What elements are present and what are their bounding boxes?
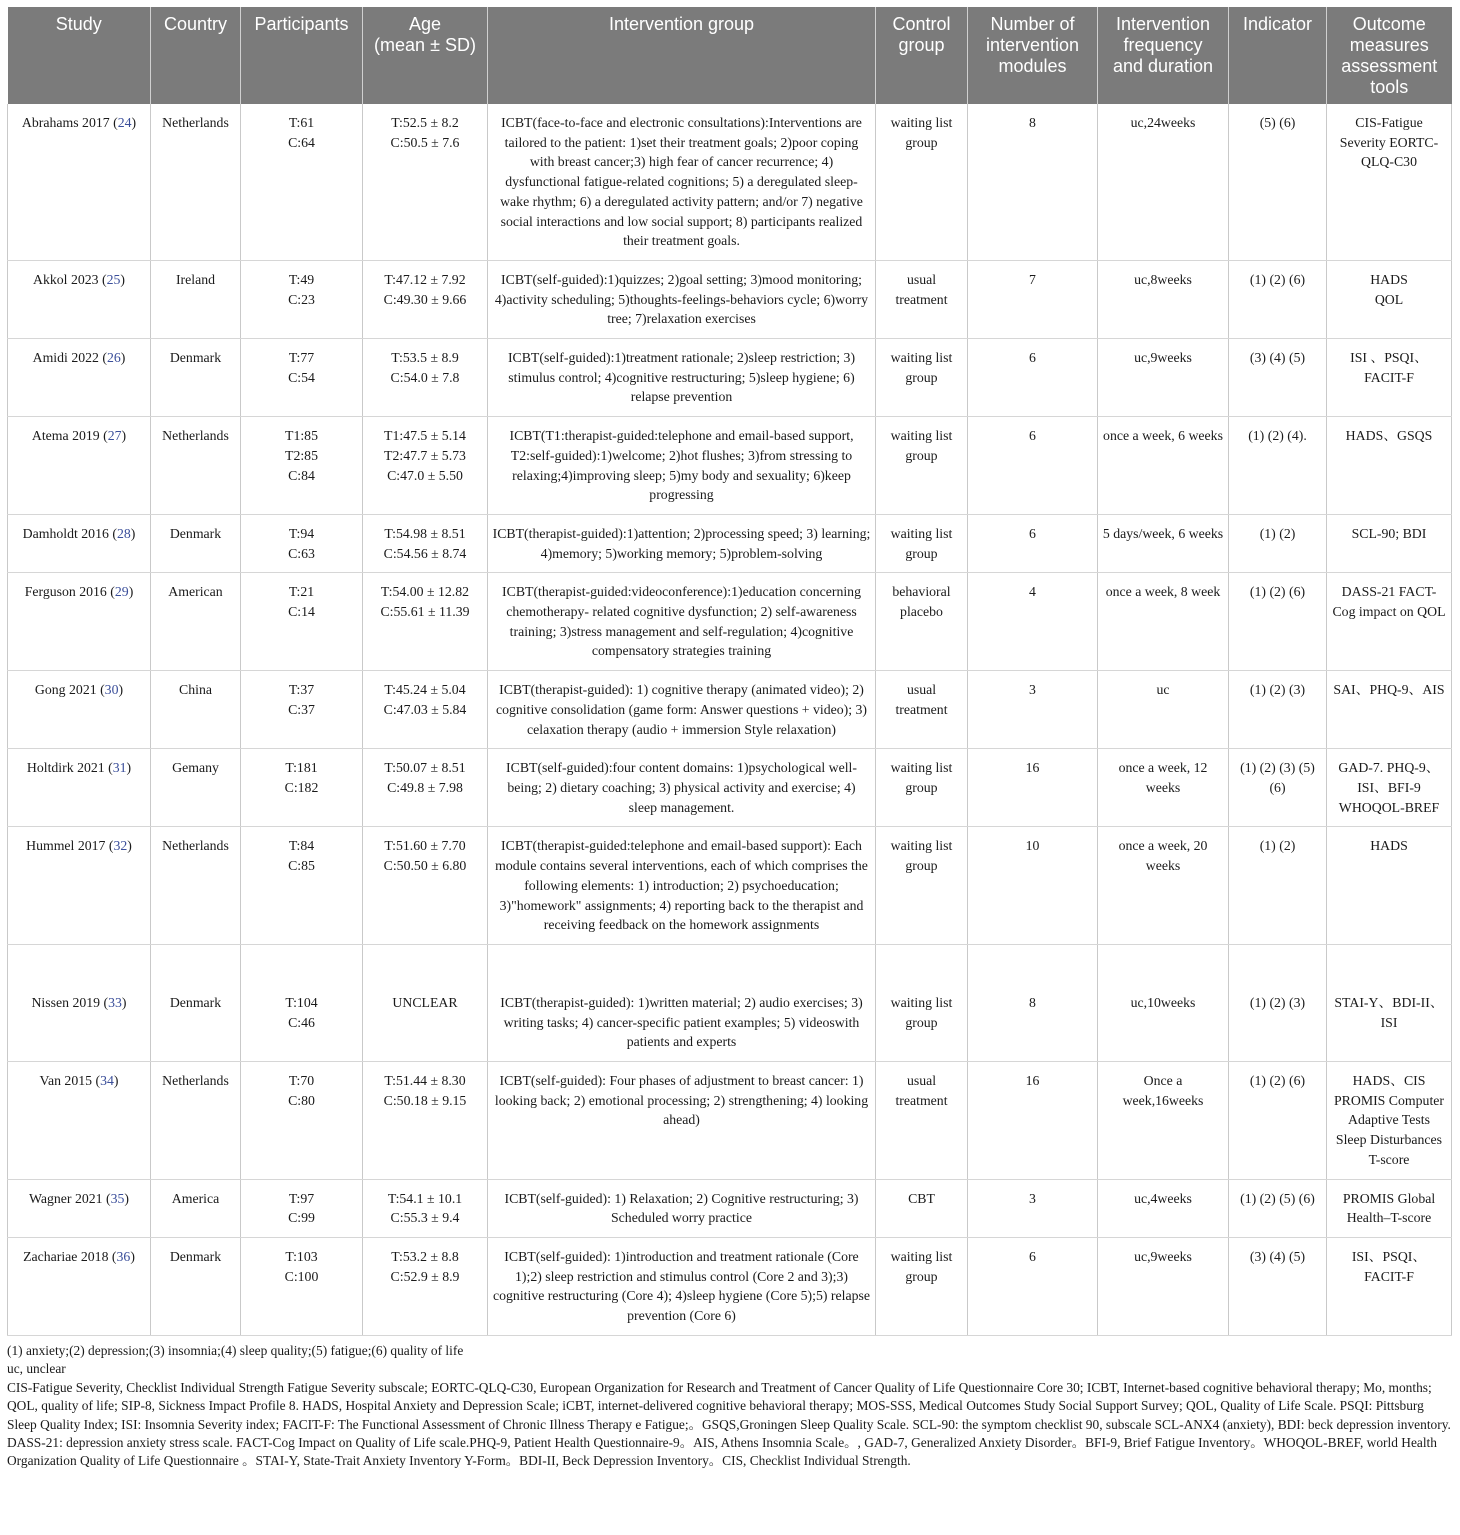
age-cell: T:52.5 ± 8.2 C:50.5 ± 7.6 (363, 104, 488, 260)
participants-cell: T:181 C:182 (241, 749, 363, 827)
table-body (8, 104, 1452, 1335)
indicator-cell: (1) (2) (6) (1229, 573, 1327, 671)
table-row (8, 827, 1452, 945)
column-header-control-group: Control group (876, 7, 968, 104)
reference-link[interactable]: 30 (104, 682, 119, 698)
column-header-age: Age (mean ± SD) (363, 7, 488, 104)
indicator-cell: (1) (2) (5) (6) (1229, 1179, 1327, 1237)
age-cell: T:45.24 ± 5.04 C:47.03 ± 5.84 (363, 671, 488, 749)
reference-link[interactable]: 34 (100, 1073, 114, 1089)
participants-cell: T:104 C:46 (241, 944, 363, 1061)
country-cell: American (151, 573, 241, 671)
modules-count-cell: 8 (968, 104, 1098, 260)
table-row (8, 944, 1452, 1061)
participants-cell: T:70 C:80 (241, 1062, 363, 1180)
column-header-study: Study (8, 7, 151, 104)
study-cell: Van 2015 (34) (8, 1062, 151, 1180)
indicator-cell: (3) (4) (5) (1229, 1237, 1327, 1335)
column-header-tools: Outcome measures assessment tools (1327, 7, 1452, 104)
column-header-indicator: Indicator (1229, 7, 1327, 104)
country-cell: China (151, 671, 241, 749)
modules-count-cell: 16 (968, 749, 1098, 827)
country-cell: Netherlands (151, 1062, 241, 1180)
frequency-cell: uc,8weeks (1098, 260, 1229, 338)
modules-count-cell: 3 (968, 671, 1098, 749)
country-cell: Denmark (151, 944, 241, 1061)
study-cell: Damholdt 2016 (28) (8, 514, 151, 572)
table-row (8, 339, 1452, 417)
indicator-cell: (1) (2) (3) (1229, 944, 1327, 1061)
frequency-cell: 5 days/week, 6 weeks (1098, 514, 1229, 572)
table-row (8, 104, 1452, 260)
assessment-tools-cell: HADS、GSQS (1327, 417, 1452, 515)
table-row (8, 1237, 1452, 1335)
reference-link[interactable]: 24 (117, 115, 132, 130)
participants-cell: T:61 C:64 (241, 104, 363, 260)
reference-link[interactable]: 27 (107, 428, 122, 444)
participants-cell: T:37 C:37 (241, 671, 363, 749)
frequency-cell: once a week, 12 weeks (1098, 749, 1229, 827)
study-name: Wagner 2021 (28, 1190, 103, 1206)
control-group-cell: usual treatment (876, 260, 968, 338)
indicator-cell: (3) (4) (5) (1229, 339, 1327, 417)
reference-link[interactable]: 29 (114, 584, 129, 600)
intervention-cell: ICBT(self-guided):1)quizzes; 2)goal setting; 3)mood monitoring; 4)activity scheduling; 5)thoughts-feelings-behaviors cycle; 6)worry tree; 7)relaxation exercises (488, 260, 876, 338)
study-name: Akkol 2023 (33, 271, 99, 287)
control-group-cell: waiting list group (876, 417, 968, 515)
study-cell: Amidi 2022 (26) (8, 339, 151, 417)
country-cell: Denmark (151, 1237, 241, 1335)
country-cell: America (151, 1179, 241, 1237)
age-cell: T:54.1 ± 10.1 C:55.3 ± 9.4 (363, 1179, 488, 1237)
footnote-abbreviations: CIS-Fatigue Severity, Checklist Individual Strength Fatigue Severity subscale; EORTC-QLQ-C30, European Organization for Research and Treatment of Cancer Quality of Life Questionnaire Core 30; ICBT, Internet-based cognitive behavioral therapy; Mo, months; QOL, quality of life; SIP-8, Sickness Impact Profile 8. HADS, Hospital Anxiety and Depression Scale; iCBT, internet-delivered cognitive behavioral therapy; MOS-SSS, Medical Outcomes Study Social Support Survey; QOL, Quality of Life Scale. PSQI: Pittsburg Sleep Quality Index; ISI: Insomnia Severity index; FACIT-F: The Functional Assessment of Chronic Illness Therapy e Fatigue;。GSQS,Groningen Sleep Quality Scale. SCL-90: the symptom checklist 90, subscale SCL-ANX4 (anxiety), BDI: beck depression inventory. DASS-21: depression anxiety stress scale. FACT-Cog Impact on Quality of Life scale.PHQ-9, Patient Health Questionnaire-9。AIS, Athens Insomnia Scale。, GAD-7, Generalized Anxiety Disorder。BFI-9, Brief Fatigue Inventory。WHOQOL-BREF, world Health Organization Quality of Life Questionnaire 。STAI-Y, State-Trait Anxiety Inventory Y-Form。BDI-II, Beck Depression Inventory。CIS, Checklist Individual Strength. (7, 1379, 1451, 1469)
control-group-cell: usual treatment (876, 671, 968, 749)
assessment-tools-cell: HADS QOL (1327, 260, 1452, 338)
intervention-cell: ICBT(therapist-guided:telephone and email-based support): Each module contains several interventions, each of which comprises the following elements: 1) introduction; 2) psychoeducation; 3)"homework" assignments; 4) reporting back to the therapist and receiving feedback on the homework assignments (488, 827, 876, 945)
study-name: Atema 2019 (31, 428, 100, 444)
assessment-tools-cell: ISI、PSQI、FACIT-F (1327, 1237, 1452, 1335)
footnote-unclear: uc, unclear (7, 1361, 66, 1377)
intervention-cell: ICBT(therapist-guided:videoconference):1)education concerning chemotherapy- related cognitive dysfunction; 2) self-awareness training; 3)stress management and self-regulation; 4)cognitive compensatory strategies training (488, 573, 876, 671)
modules-count-cell: 6 (968, 1237, 1098, 1335)
table-row (8, 671, 1452, 749)
assessment-tools-cell: ISI 、PSQI、FACIT-F (1327, 339, 1452, 417)
table-header-row (8, 7, 1452, 104)
intervention-cell: ICBT(self-guided): 1) Relaxation; 2) Cognitive restructuring; 3) Scheduled worry practice (488, 1179, 876, 1237)
frequency-cell: uc (1098, 671, 1229, 749)
participants-cell: T:77 C:54 (241, 339, 363, 417)
age-cell: T:53.5 ± 8.9 C:54.0 ± 7.8 (363, 339, 488, 417)
modules-count-cell: 6 (968, 514, 1098, 572)
modules-count-cell: 7 (968, 260, 1098, 338)
frequency-cell: uc,10weeks (1098, 944, 1229, 1061)
footnote-indicators: (1) anxiety;(2) depression;(3) insomnia;(4) sleep quality;(5) fatigue;(6) quality of life (7, 1343, 464, 1358)
table-footnotes (7, 1342, 1451, 1471)
country-cell: Denmark (151, 514, 241, 572)
assessment-tools-cell: PROMIS Global Health–T-score (1327, 1179, 1452, 1237)
table-row (8, 1062, 1452, 1180)
reference-link[interactable]: 25 (106, 271, 121, 287)
age-cell: T:51.44 ± 8.30 C:50.18 ± 9.15 (363, 1062, 488, 1180)
frequency-cell: uc,4weeks (1098, 1179, 1229, 1237)
intervention-cell: ICBT(self-guided): 1)introduction and treatment rationale (Core 1);2) sleep restriction and stimulus control (Core 2 and 3);3) cognitive restructuring (Core 4); 4)sleep hygiene (Core 5);5) relapse prevention (Core 6) (488, 1237, 876, 1335)
participants-cell: T:103 C:100 (241, 1237, 363, 1335)
study-name: Abrahams 2017 (21, 115, 110, 130)
study-name: Ferguson 2016 (24, 584, 107, 600)
reference-link[interactable]: 32 (113, 838, 128, 854)
study-characteristics-table (7, 7, 1452, 1336)
frequency-cell: Once a week,16weeks (1098, 1062, 1229, 1180)
indicator-cell: (1) (2) (6) (1229, 1062, 1327, 1180)
study-name: Amidi 2022 (32, 350, 99, 366)
assessment-tools-cell: SAI、PHQ-9、AIS (1327, 671, 1452, 749)
reference-link[interactable]: 31 (112, 760, 127, 776)
intervention-cell: ICBT(T1:therapist-guided:telephone and email-based support, T2:self-guided):1)welcome; 2)hot flushes; 3)from stressing to relaxing;4)improving sleep; 5)my body and sexuality; 6)keep progressing (488, 417, 876, 515)
intervention-cell: ICBT(therapist-guided):1)attention; 2)processing speed; 3) learning; 4)memory; 5)working memory; 5)problem-solving (488, 514, 876, 572)
country-cell: Ireland (151, 260, 241, 338)
table-row (8, 1179, 1452, 1237)
study-name: Van 2015 (39, 1073, 93, 1089)
study-cell: Zachariae 2018 (36) (8, 1237, 151, 1335)
age-cell: T:53.2 ± 8.8 C:52.9 ± 8.9 (363, 1237, 488, 1335)
participants-cell: T:97 C:99 (241, 1179, 363, 1237)
table-row (8, 749, 1452, 827)
control-group-cell: waiting list group (876, 1237, 968, 1335)
indicator-cell: (1) (2) (3) (5) (6) (1229, 749, 1327, 827)
frequency-cell: uc,9weeks (1098, 339, 1229, 417)
age-cell: T:51.60 ± 7.70 C:50.50 ± 6.80 (363, 827, 488, 945)
modules-count-cell: 16 (968, 1062, 1098, 1180)
indicator-cell: (1) (2) (1229, 514, 1327, 572)
control-group-cell: waiting list group (876, 514, 968, 572)
study-cell: Gong 2021 (30) (8, 671, 151, 749)
participants-cell: T:49 C:23 (241, 260, 363, 338)
column-header-intervention-group: Intervention group (488, 7, 876, 104)
modules-count-cell: 6 (968, 417, 1098, 515)
participants-cell: T1:85 T2:85 C:84 (241, 417, 363, 515)
study-cell: Hummel 2017 (32) (8, 827, 151, 945)
table-row (8, 573, 1452, 671)
reference-link[interactable]: 26 (106, 350, 121, 366)
study-name: Gong 2021 (34, 682, 97, 698)
study-name: Nissen 2019 (31, 994, 101, 1010)
frequency-cell: uc,9weeks (1098, 1237, 1229, 1335)
control-group-cell: waiting list group (876, 944, 968, 1061)
study-name: Hummel 2017 (26, 838, 106, 854)
intervention-cell: ICBT(self-guided): Four phases of adjustment to breast cancer: 1) looking back; 2) emotional processing; 2) strengthening; 4) looking ahead) (488, 1062, 876, 1180)
table-row (8, 417, 1452, 515)
control-group-cell: waiting list group (876, 104, 968, 260)
study-cell: Holtdirk 2021 (31) (8, 749, 151, 827)
assessment-tools-cell: CIS-Fatigue Severity EORTC-QLQ-C30 (1327, 104, 1452, 260)
frequency-cell: uc,24weeks (1098, 104, 1229, 260)
assessment-tools-cell: DASS-21 FACT-Cog impact on QOL (1327, 573, 1452, 671)
control-group-cell: usual treatment (876, 1062, 968, 1180)
age-cell: UNCLEAR (363, 944, 488, 1061)
age-cell: T1:47.5 ± 5.14 T2:47.7 ± 5.73 C:47.0 ± 5.50 (363, 417, 488, 515)
modules-count-cell: 10 (968, 827, 1098, 945)
study-name: Damholdt 2016 (22, 525, 109, 541)
age-cell: T:54.00 ± 12.82 C:55.61 ± 11.39 (363, 573, 488, 671)
indicator-cell: (1) (2) (1229, 827, 1327, 945)
assessment-tools-cell: SCL-90; BDI (1327, 514, 1452, 572)
assessment-tools-cell: STAI-Y、BDI-II、ISI (1327, 944, 1452, 1061)
control-group-cell: waiting list group (876, 749, 968, 827)
study-cell: Abrahams 2017 (24) (8, 104, 151, 260)
control-group-cell: waiting list group (876, 827, 968, 945)
country-cell: Netherlands (151, 827, 241, 945)
assessment-tools-cell: HADS (1327, 827, 1452, 945)
age-cell: T:47.12 ± 7.92 C:49.30 ± 9.66 (363, 260, 488, 338)
intervention-cell: ICBT(therapist-guided): 1)written material; 2) audio exercises; 3) writing tasks; 4) cancer-specific patient examples; 5) videoswith patients and experts (488, 944, 876, 1061)
age-cell: T:50.07 ± 8.51 C:49.8 ± 7.98 (363, 749, 488, 827)
indicator-cell: (1) (2) (4). (1229, 417, 1327, 515)
study-cell: Nissen 2019 (33) (8, 944, 151, 1061)
assessment-tools-cell: GAD-7. PHQ-9、ISI、BFI-9 WHOQOL-BREF (1327, 749, 1452, 827)
participants-cell: T:84 C:85 (241, 827, 363, 945)
table-row (8, 260, 1452, 338)
column-header-participants: Participants (241, 7, 363, 104)
study-cell: Akkol 2023 (25) (8, 260, 151, 338)
column-header-frequency: Intervention frequency and duration (1098, 7, 1229, 104)
study-name: Holtdirk 2021 (26, 760, 105, 776)
study-cell: Ferguson 2016 (29) (8, 573, 151, 671)
country-cell: Gemany (151, 749, 241, 827)
modules-count-cell: 3 (968, 1179, 1098, 1237)
intervention-cell: ICBT(therapist-guided): 1) cognitive therapy (animated video); 2) cognitive consolidation (game form: Answer questions + video); 3) celaxation therapy (audio + immersion Style relaxation) (488, 671, 876, 749)
participants-cell: T:94 C:63 (241, 514, 363, 572)
study-name: Zachariae 2018 (23, 1248, 109, 1264)
intervention-cell: ICBT(self-guided):1)treatment rationale; 2)sleep restriction; 3) stimulus control; 4)cognitive restructuring; 5)sleep hygiene; 6) relapse prevention (488, 339, 876, 417)
modules-count-cell: 8 (968, 944, 1098, 1061)
reference-link[interactable]: 28 (116, 525, 131, 541)
table-row (8, 514, 1452, 572)
frequency-cell: once a week, 20 weeks (1098, 827, 1229, 945)
control-group-cell: CBT (876, 1179, 968, 1237)
frequency-cell: once a week, 6 weeks (1098, 417, 1229, 515)
intervention-cell: ICBT(self-guided):four content domains: 1)psychological well-being; 2) dietary coaching; 3) physical activity and exercise; 4) sleep management. (488, 749, 876, 827)
assessment-tools-cell: HADS、CIS PROMIS Computer Adaptive Tests Sleep Disturbances T-score (1327, 1062, 1452, 1180)
indicator-cell: (5) (6) (1229, 104, 1327, 260)
column-header-country: Country (151, 7, 241, 104)
intervention-cell: ICBT(face-to-face and electronic consultations):Interventions are tailored to the patient: 1)set their treatment goals; 2)poor coping with breast cancer;3) high fear of cancer recurrence; 4) dysfunctional fatigue-related cognitions; 5) a deregulated sleep-wake rhythm; 6) a deregulated activity pattern; and/or 7) negative social interactions and low social support; 8) participants realized their treatment goals. (488, 104, 876, 260)
country-cell: Netherlands (151, 104, 241, 260)
age-cell: T:54.98 ± 8.51 C:54.56 ± 8.74 (363, 514, 488, 572)
control-group-cell: waiting list group (876, 339, 968, 417)
control-group-cell: behavioral placebo (876, 573, 968, 671)
study-cell: Wagner 2021 (35) (8, 1179, 151, 1237)
modules-count-cell: 4 (968, 573, 1098, 671)
reference-link[interactable]: 33 (108, 994, 122, 1010)
modules-count-cell: 6 (968, 339, 1098, 417)
indicator-cell: (1) (2) (6) (1229, 260, 1327, 338)
column-header-modules: Number of intervention modules (968, 7, 1098, 104)
reference-link[interactable]: 35 (110, 1190, 125, 1206)
country-cell: Netherlands (151, 417, 241, 515)
indicator-cell: (1) (2) (3) (1229, 671, 1327, 749)
country-cell: Denmark (151, 339, 241, 417)
reference-link[interactable]: 36 (116, 1248, 131, 1264)
participants-cell: T:21 C:14 (241, 573, 363, 671)
study-cell: Atema 2019 (27) (8, 417, 151, 515)
frequency-cell: once a week, 8 week (1098, 573, 1229, 671)
